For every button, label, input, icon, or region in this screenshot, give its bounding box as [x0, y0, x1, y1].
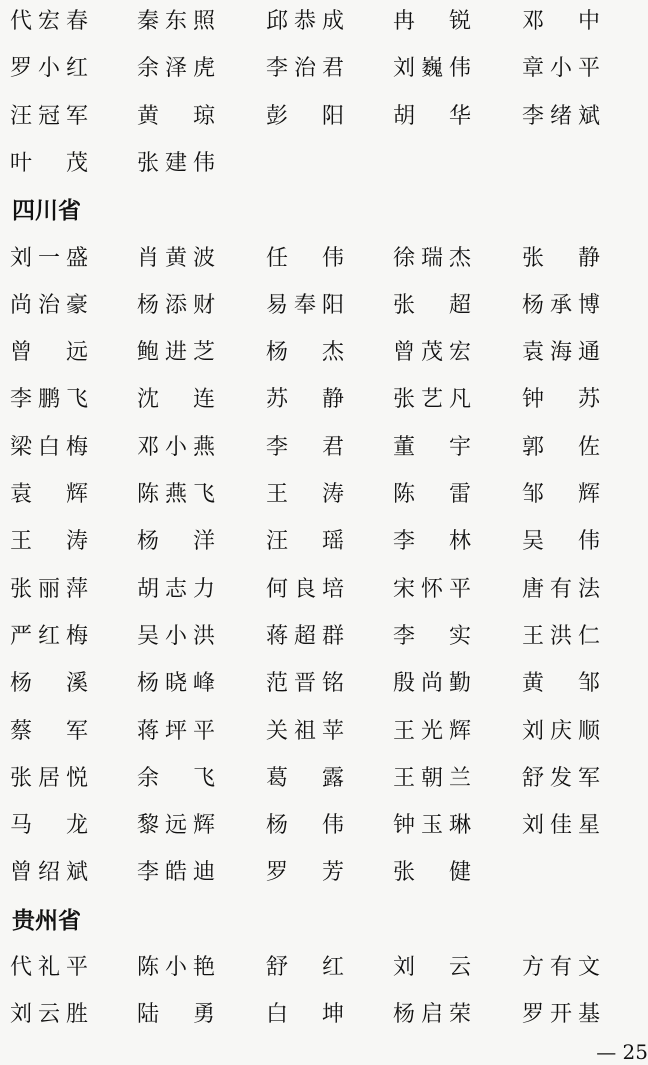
person-name: 邓 中 — [522, 9, 600, 34]
person-name: 代 宏 春 — [10, 9, 88, 34]
person-name: 王 朝 兰 — [393, 765, 471, 791]
person-name: 袁 海 通 — [522, 340, 600, 366]
person-name: 曾 绍 斌 — [10, 860, 88, 886]
person-name: 陈 小 艳 — [137, 955, 215, 980]
person-name: 余 飞 — [137, 765, 215, 791]
person-name: 刘 一 盛 — [10, 245, 88, 271]
person-name: 舒 红 — [266, 955, 344, 980]
person-name: 钟 玉 琳 — [393, 813, 471, 839]
name-row — [0, 95, 640, 139]
name-row — [0, 710, 640, 754]
name-row — [0, 0, 640, 44]
person-name: 张 居 悦 — [10, 765, 88, 791]
person-name: 刘 庆 顺 — [522, 718, 600, 744]
person-name: 邱 恭 成 — [266, 9, 344, 34]
name-row — [0, 993, 640, 1037]
person-name: 罗 开 基 — [522, 1002, 600, 1028]
person-name: 胡 志 力 — [137, 576, 215, 602]
name-row — [0, 426, 640, 470]
person-name: 范 晋 铭 — [266, 671, 344, 697]
name-row — [0, 804, 640, 848]
person-name: 叶 茂 — [10, 150, 88, 176]
person-name: 何 良 培 — [266, 576, 344, 602]
person-name: 葛 露 — [266, 765, 344, 791]
person-name: 钟 苏 — [522, 387, 600, 413]
person-name: 黄 邹 — [522, 671, 600, 697]
person-name: 白 坤 — [266, 1002, 344, 1028]
name-row — [0, 851, 640, 895]
person-name: 张 健 — [393, 860, 471, 886]
province-heading: 四川省 — [12, 198, 81, 225]
person-name: 袁 辉 — [10, 482, 88, 507]
person-name: 梁 白 梅 — [10, 434, 88, 460]
person-name: 刘 云 胜 — [10, 1002, 88, 1028]
person-name: 罗 芳 — [266, 860, 344, 886]
person-name: 王 涛 — [10, 529, 88, 555]
person-name: 邓 小 燕 — [137, 434, 215, 460]
person-name: 易 奉 阳 — [266, 292, 344, 318]
person-name: 汪 冠 军 — [10, 103, 88, 129]
person-name: 马 龙 — [10, 813, 88, 839]
person-name: 关 祖 苹 — [266, 718, 344, 744]
person-name: 方 有 文 — [522, 955, 600, 980]
person-name: 曾 茂 宏 — [393, 340, 471, 366]
person-name: 严 红 梅 — [10, 623, 88, 649]
person-name: 沈 连 — [137, 387, 215, 413]
person-name: 李 实 — [393, 623, 471, 649]
name-row — [0, 615, 640, 659]
person-name: 秦 东 照 — [137, 9, 215, 34]
person-name: 杨 晓 峰 — [137, 671, 215, 697]
name-row — [0, 520, 640, 564]
person-name: 李 治 君 — [266, 56, 344, 82]
person-name: 杨 溪 — [10, 671, 88, 697]
person-name: 鲍 进 芝 — [137, 340, 215, 366]
person-name: 刘 巍 伟 — [393, 56, 471, 82]
person-name: 李 君 — [266, 434, 344, 460]
person-name: 李 皓 迪 — [137, 860, 215, 886]
person-name: 曾 远 — [10, 340, 88, 366]
person-name: 张 建 伟 — [137, 150, 215, 176]
person-name: 蒋 超 群 — [266, 623, 344, 649]
person-name: 彭 阳 — [266, 103, 344, 129]
name-row — [0, 946, 640, 990]
person-name: 吴 小 洪 — [137, 623, 215, 649]
person-name: 唐 有 法 — [522, 576, 600, 602]
person-name: 李 绪 斌 — [522, 103, 600, 129]
person-name: 冉 锐 — [393, 9, 471, 34]
person-name: 代 礼 平 — [10, 955, 88, 980]
person-name: 胡 华 — [393, 103, 471, 129]
person-name: 黎 远 辉 — [137, 813, 215, 839]
person-name: 蒋 坪 平 — [137, 718, 215, 744]
person-name: 徐 瑞 杰 — [393, 245, 471, 271]
province-heading: 贵州省 — [12, 907, 81, 934]
person-name: 王 洪 仁 — [522, 623, 600, 649]
person-name: 董 宇 — [393, 434, 471, 460]
person-name: 刘 佳 星 — [522, 813, 600, 839]
person-name: 宋 怀 平 — [393, 576, 471, 602]
person-name: 黄 琼 — [137, 103, 215, 129]
person-name: 章 小 平 — [522, 56, 600, 82]
person-name: 陈 雷 — [393, 482, 471, 507]
person-name: 蔡 军 — [10, 718, 88, 744]
person-name: 杨 伟 — [266, 813, 344, 839]
person-name: 张 艺 凡 — [393, 387, 471, 413]
person-name: 吴 伟 — [522, 529, 600, 555]
person-name: 张 丽 萍 — [10, 576, 88, 602]
name-row — [0, 331, 640, 375]
person-name: 殷 尚 勤 — [393, 671, 471, 697]
person-name: 陈 燕 飞 — [137, 482, 215, 507]
person-name: 任 伟 — [266, 245, 344, 271]
page-number: — 25 — [596, 1040, 648, 1064]
person-name: 尚 治 豪 — [10, 292, 88, 318]
person-name: 李 鹏 飞 — [10, 387, 88, 413]
person-name: 张 超 — [393, 292, 471, 318]
person-name: 杨 洋 — [137, 529, 215, 555]
person-name: 王 光 辉 — [393, 718, 471, 744]
person-name: 舒 发 军 — [522, 765, 600, 791]
person-name: 余 泽 虎 — [137, 56, 215, 82]
name-row — [0, 47, 640, 91]
name-row — [0, 757, 640, 801]
person-name: 刘 云 — [393, 955, 471, 980]
name-row — [0, 284, 640, 328]
person-name: 苏 静 — [266, 387, 344, 413]
person-name: 张 静 — [522, 245, 600, 271]
person-name: 杨 添 财 — [137, 292, 215, 318]
person-name: 李 林 — [393, 529, 471, 555]
person-name: 汪 瑶 — [266, 529, 344, 555]
person-name: 王 涛 — [266, 482, 344, 507]
name-row — [0, 473, 640, 517]
person-name: 杨 启 荣 — [393, 1002, 471, 1028]
person-name: 杨 杰 — [266, 340, 344, 366]
person-name: 陆 勇 — [137, 1002, 215, 1028]
person-name: 邹 辉 — [522, 482, 600, 507]
name-row — [0, 378, 640, 422]
person-name: 肖 黄 波 — [137, 245, 215, 271]
person-name: 郭 佐 — [522, 434, 600, 460]
name-row — [0, 237, 640, 281]
person-name: 罗 小 红 — [10, 56, 88, 82]
name-row — [0, 568, 640, 612]
name-row — [0, 662, 640, 706]
name-row — [0, 142, 640, 186]
person-name: 杨 承 博 — [522, 292, 600, 318]
